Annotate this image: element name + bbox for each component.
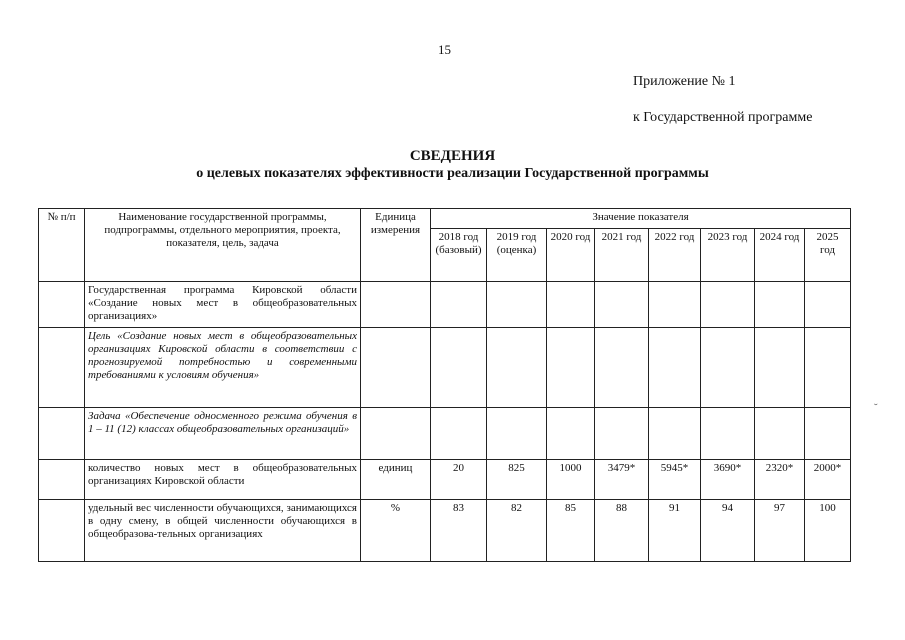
header-year: 2018 год (базовый): [431, 229, 487, 282]
scan-artifact-mark: ˘: [874, 402, 878, 414]
row-value: 3479*: [595, 460, 649, 500]
header-year: 2019 год (оценка): [487, 229, 547, 282]
row-name: удельный вес численности обучающихся, занимающихся в одну смену, в общей численности обучающихся в общеобразова-тельных организациях: [85, 500, 361, 562]
row-unit: [361, 408, 431, 460]
row-value: [701, 282, 755, 328]
row-number: [39, 500, 85, 562]
row-value: [487, 328, 547, 408]
row-value: [487, 408, 547, 460]
row-value: [649, 282, 701, 328]
row-value: [701, 408, 755, 460]
row-value: [595, 408, 649, 460]
row-value: [547, 282, 595, 328]
row-unit: [361, 282, 431, 328]
row-value: 2000*: [805, 460, 851, 500]
row-value: 20: [431, 460, 487, 500]
row-value: [755, 328, 805, 408]
row-value: [547, 328, 595, 408]
row-value: 94: [701, 500, 755, 562]
row-value: [755, 408, 805, 460]
header-year: 2021 год: [595, 229, 649, 282]
row-value: [595, 328, 649, 408]
header-number: № п/п: [39, 209, 85, 282]
row-name: Задача «Обеспечение односменного режима обучения в 1 – 11 (12) классах общеобразовательных организаций»: [85, 408, 361, 460]
row-unit: %: [361, 500, 431, 562]
appendix-reference: к Государственной программе: [633, 110, 813, 125]
header-year: 2020 год: [547, 229, 595, 282]
row-number: [39, 328, 85, 408]
row-number: [39, 460, 85, 500]
row-value: 88: [595, 500, 649, 562]
row-value: 100: [805, 500, 851, 562]
header-unit: Единица измерения: [361, 209, 431, 282]
row-value: 3690*: [701, 460, 755, 500]
row-value: [431, 282, 487, 328]
row-value: 91: [649, 500, 701, 562]
table-row: [39, 460, 851, 500]
header-year: 2023 год: [701, 229, 755, 282]
row-value: [755, 282, 805, 328]
header-year: 2022 год: [649, 229, 701, 282]
row-value: [431, 408, 487, 460]
row-value: [487, 282, 547, 328]
row-unit: единиц: [361, 460, 431, 500]
document-subtitle: о целевых показателях эффективности реализации Государственной программы: [196, 166, 709, 181]
row-unit: [361, 328, 431, 408]
row-value: [805, 408, 851, 460]
indicators-table: [38, 208, 851, 562]
row-value: [649, 328, 701, 408]
row-name: количество новых мест в общеобразовательных организациях Кировской области: [85, 460, 361, 500]
header-year: 2025 год: [805, 229, 851, 282]
row-value: [805, 282, 851, 328]
row-value: [805, 328, 851, 408]
page-number: 15: [438, 42, 451, 57]
row-value: [431, 328, 487, 408]
row-number: [39, 408, 85, 460]
row-value: 83: [431, 500, 487, 562]
row-value: 85: [547, 500, 595, 562]
row-number: [39, 282, 85, 328]
row-name: Государственная программа Кировской области «Создание новых мест в общеобразовательных организациях»: [85, 282, 361, 328]
row-value: 2320*: [755, 460, 805, 500]
table-row: [39, 408, 851, 460]
document-title: СВЕДЕНИЯ: [409, 148, 496, 164]
appendix-label: Приложение № 1: [633, 74, 736, 89]
row-value: 97: [755, 500, 805, 562]
table-row: [39, 282, 851, 328]
row-value: 5945*: [649, 460, 701, 500]
table-row: [39, 500, 851, 562]
row-value: [701, 328, 755, 408]
row-name: Цель «Создание новых мест в общеобразовательных организациях Кировской области в соответствии с прогнозируемой потребностью и современными требованиями к условиям обучения»: [85, 328, 361, 408]
header-values: Значение показателя: [431, 209, 851, 229]
header-year: 2024 год: [755, 229, 805, 282]
row-value: 82: [487, 500, 547, 562]
row-value: [547, 408, 595, 460]
row-value: [595, 282, 649, 328]
row-value: 825: [487, 460, 547, 500]
header-name: Наименование государственной программы, подпрограммы, отдельного мероприятия, проекта, показателя, цель, задача: [85, 209, 361, 282]
table-row: [39, 328, 851, 408]
row-value: 1000: [547, 460, 595, 500]
row-value: [649, 408, 701, 460]
